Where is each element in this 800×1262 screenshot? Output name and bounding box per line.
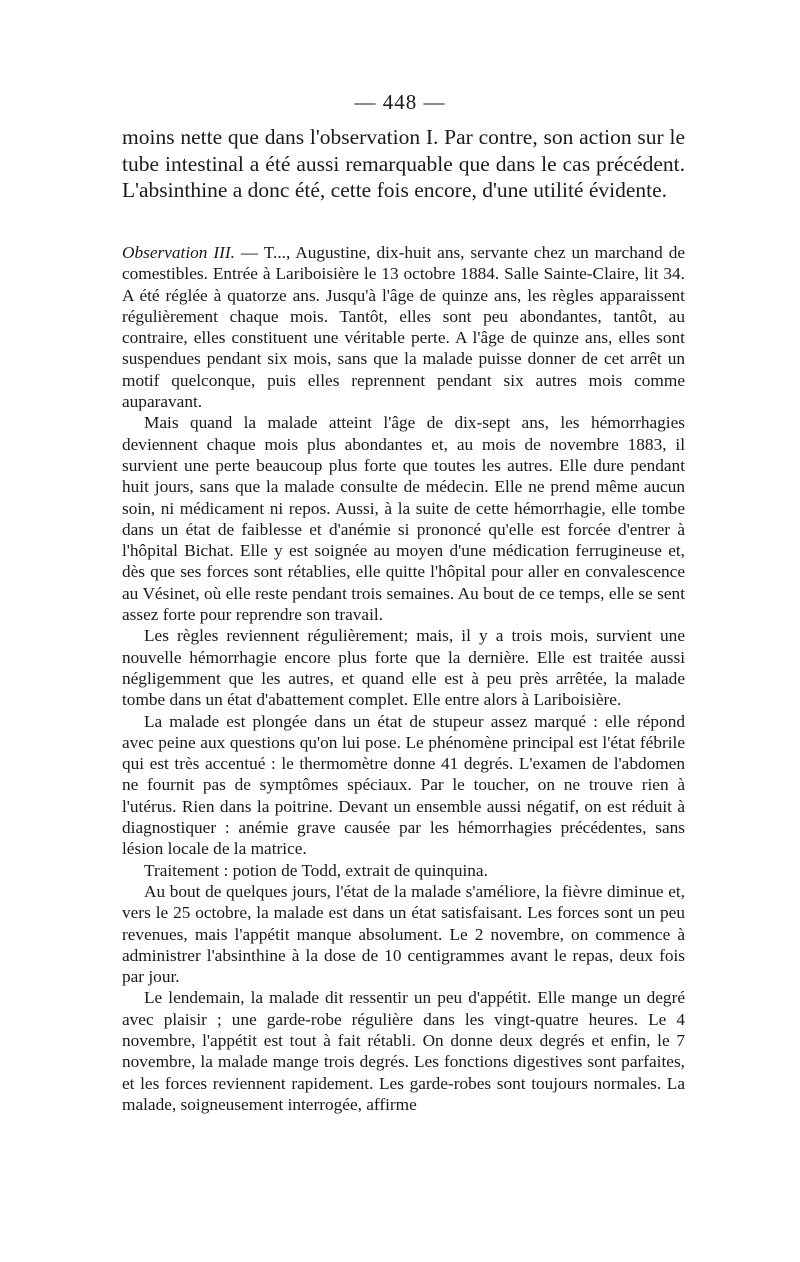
observation-paragraph-1 — [122, 242, 685, 412]
observation-paragraph-5: Traitement : potion de Todd, extrait de quinquina. — [144, 860, 488, 880]
observation-paragraph-7: Le lendemain, la malade dit ressentir un peu d'appétit. Elle mange un degré avec plaisir ; une garde-robe régulière dans les vingt-quatre heures. Le 4 novembre, l'appétit est tout à fait rétabli. On donne deux degrés et enfin, le 7 novembre, la malade mange trois degrés. Les fonctions digestives sont parfaites, et les forces reviennent rapidement. Les garde-robes sont toujours normales. La malade, soigneusement interrogée, affirme — [122, 988, 685, 1114]
observation-paragraph-2: Mais quand la malade atteint l'âge de dix-sept ans, les hémorrhagies deviennent chaque mois plus abondantes et, au mois de novembre 1883, il survient une perte beaucoup plus forte que toutes les autres. Elle dure pendant huit jours, sans que la malade consulte de médecin. Elle ne prend même aucun soin, ni médicament ni repos. Aussi, à la suite de cette hémorrhagie, elle tombe dans un état de faiblesse et d'anémie si prononcé qu'elle est forcée d'entrer à l'hôpital Bichat. Elle y est soignée au moyen d'une médication ferrugineuse et, dès que ses forces sont rétablies, elle quitte l'hôpital pour aller en convalescence au Vésinet, où elle reste pendant trois semaines. Au bout de ce temps, elle se sent assez forte pour reprendre son travail. — [122, 413, 685, 625]
observation-paragraph-6: Au bout de quelques jours, l'état de la malade s'améliore, la fièvre diminue et, vers le 25 octobre, la malade est dans un état satisfaisant. Les forces sont un peu revenues, mais l'appétit manque absolument. Le 2 novembre, on commence à administrer l'absinthine à la dose de 10 centigrammes avant le repas, deux fois par jour. — [122, 881, 685, 987]
observation-paragraph-4: La malade est plongée dans un état de stupeur assez marqué : elle répond avec peine aux questions qu'on lui pose. Le phénomène principal est l'état fébrile qui est très accentué : le thermomètre donne 41 degrés. L'examen de l'abdomen ne fournit pas de symptômes spéciaux. Par le toucher, on ne trouve rien à l'utérus. Rien dans la poitrine. Devant un ensemble aussi négatif, on est réduit à diagnostiquer : anémie grave causée par les hémorrhagies précédentes, sans lésion locale de la matrice. — [122, 711, 685, 859]
page-number: — 448 — — [354, 90, 446, 114]
intro-paragraph: moins nette que dans l'observation I. Par contre, son action sur le tube intestinal a été aussi remarquable que dans le cas précédent. L'absinthine a donc été, cette fois encore, d'une utilité évidente. — [122, 125, 685, 202]
observation-paragraph-3: Les règles reviennent régulièrement; mais, il y a trois mois, survient une nouvelle hémorrhagie encore plus forte que la dernière. Elle est traitée aussi négligemment que les autres, et quand elle est à peu près arrêtée, la malade tombe dans un état d'abattement complet. Elle entre alors à Lariboisière. — [122, 626, 685, 710]
observation-title: Observation III. — [122, 243, 235, 262]
observation-block — [122, 242, 685, 1115]
observation-paragraph-1-text: — T..., Augustine, dix-huit ans, servante chez un marchand de comestibles. Entrée à Lariboisière le 13 octobre 1884. Salle Sainte-Claire, lit 34. A été réglée à quatorze ans. Jusqu'à l'âge de quinze ans, les règles apparaissent régulièrement chaque mois. Tantôt, elles sont peu abondantes, tantôt, au contraire, elles constituent une véritable perte. A l'âge de quinze ans, elles sont suspendues pendant six mois, sans que la malade puisse donner de cet arrêt un motif quelconque, puis elles reprennent pendant six autres mois comme auparavant. — [122, 243, 686, 412]
